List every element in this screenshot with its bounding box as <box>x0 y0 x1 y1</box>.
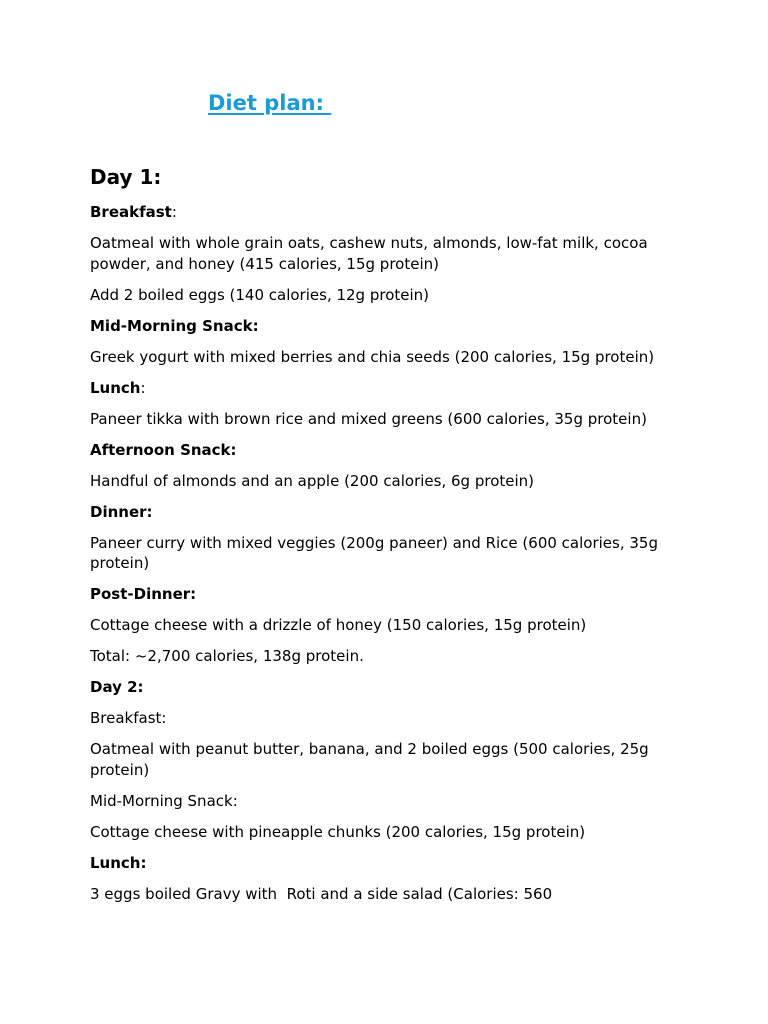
breakfast-label-text: Breakfast <box>90 203 172 221</box>
document-title: Diet plan: <box>208 91 332 115</box>
day-1-afternoon-item: Handful of almonds and an apple (200 calories, 6g protein) <box>90 471 535 490</box>
day-1-dinner-label: Dinner: <box>90 502 153 521</box>
day-1-total: Total: ~2,700 calories, 138g protein. <box>90 647 364 665</box>
day-2-mid-morning-item: Cottage cheese with pineapple chunks (200 calories, 15g protein) <box>90 822 586 841</box>
day-2-lunch-label: Lunch: <box>90 853 147 872</box>
day-1-lunch-label <box>90 378 680 399</box>
day-2-breakfast-label: Breakfast: <box>90 709 167 727</box>
day-1-mid-morning-label: Mid-Morning Snack: <box>90 316 259 335</box>
breakfast-label-colon: : <box>171 203 177 221</box>
day-2-heading: Day 2: <box>90 678 144 696</box>
day-2-mid-morning-label: Mid-Morning Snack: <box>90 791 238 810</box>
day-1-post-dinner-item: Cottage cheese with a drizzle of honey (150 calories, 15g protein) <box>90 616 587 634</box>
document-body <box>90 202 680 915</box>
lunch-label-colon: : <box>140 378 146 397</box>
day-1-lunch-item: Paneer tikka with brown rice and mixed greens (600 calories, 35g protein) <box>90 409 647 428</box>
day-2-breakfast-item: Oatmeal with peanut butter, banana, and 2 boiled eggs (500 calories, 25g protein) <box>90 740 649 779</box>
day-1-breakfast-item-1: Oatmeal with whole grain oats, cashew nuts, almonds, low-fat milk, cocoa powder, and honey (415 calories, 15g protein) <box>90 234 648 273</box>
day-1-mid-morning-item: Greek yogurt with mixed berries and chia seeds (200 calories, 15g protein) <box>90 347 655 366</box>
day-1-dinner-item: Paneer curry with mixed veggies (200g paneer) and Rice (600 calories, 35g protein) <box>90 533 658 572</box>
lunch-label-text: Lunch <box>90 378 141 397</box>
day-1-afternoon-label: Afternoon Snack: <box>90 440 237 459</box>
day-1-heading: Day 1: <box>90 165 162 189</box>
day-2-lunch-item: 3 eggs boiled Gravy with Roti and a side salad (Calories: 560 <box>90 884 553 903</box>
day-1-breakfast-item-2: Add 2 boiled eggs (140 calories, 12g protein) <box>90 285 430 304</box>
day-1-breakfast-label <box>90 202 680 223</box>
day-1-post-dinner-label: Post-Dinner: <box>90 585 197 603</box>
